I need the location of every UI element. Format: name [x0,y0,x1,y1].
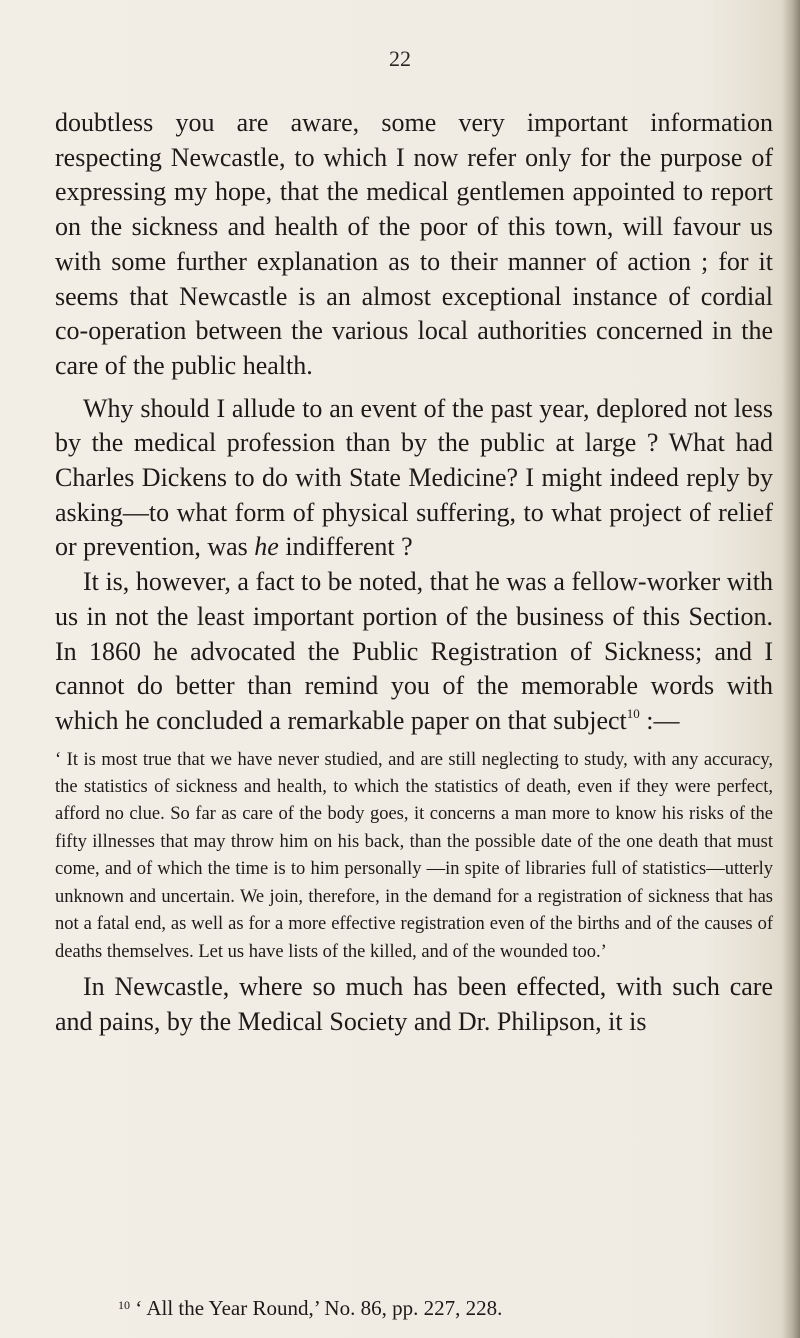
footnote [118,1294,798,1322]
footnote-text: ‘ All the Year Round,’ No. 86, pp. 227, 228. [135,1296,503,1320]
italic-he: he [254,532,279,562]
paragraph-dickens-text: Why should I allude to an event of the past year, deplored not less by the medical profession than by the public at large ? What had Charles Dickens to do with State Medicine? I might indeed reply by asking—to what form of physical suffering, to what project of relief or prevention, was [55,393,773,562]
paragraph-dickens-end: indifferent ? [285,532,413,562]
paragraph-fellow-worker-end: :— [639,705,680,735]
paragraph-fellow-worker-text: It is, however, a fact to be noted, that he was a fellow-worker with us in not the least important portion of the business of this Section. In 1860 he advocated the Public Registration of Sickness; and I cannot do better than remind you of the memorable words with which he concluded a remarkable paper on that subject [55,567,773,735]
paragraph-newcastle: In Newcastle, where so much has been effected, with such care and pains, by the Medical Society and Dr. Philipson, it is [55,971,773,1036]
block-quotation: ‘ It is most true that we have never studied, and are still neglecting to study, with any accuracy, the statistics of sickness and health, to which the statistics of death, even if they were perfect, afford no clue. So far as care of the body goes, it concerns a man more to know his risks of the fifty illnesses that may throw him on his back, than the possible date of the one death that must come, and of which the time is to him personally —in spite of libraries full of statistics—utterly unknown and uncertain. We join, therefore, in the demand for a registration of sickness that has not a fatal end, as well as for a more effective registration even of the births and of the causes of deaths themselves. Let us have lists of the killed, and of the wounded too.’ [55,749,773,962]
paragraph-fellow-worker [55,565,773,739]
paragraph-continued: doubtless you are aware, some very important information respecting Newcastle, to which I now refer only for the purpose of expressing my hope, that the medical gentlemen appointed to report on the sickness and health of the poor of this town, will favour us with some further explanation as to their manner of action ; for it seems that Newcastle is an almost exceptional instance of cordial co-operation between the various local authorities concerned in the care of the public health. [55,108,773,380]
paragraph-dickens [55,392,773,566]
body-text [55,106,773,1039]
page-number: 22 [389,46,411,71]
footnote-marker: 10 [118,1298,130,1312]
footnote-reference: 10 [626,705,640,721]
page-edge-shadow [782,0,800,1338]
